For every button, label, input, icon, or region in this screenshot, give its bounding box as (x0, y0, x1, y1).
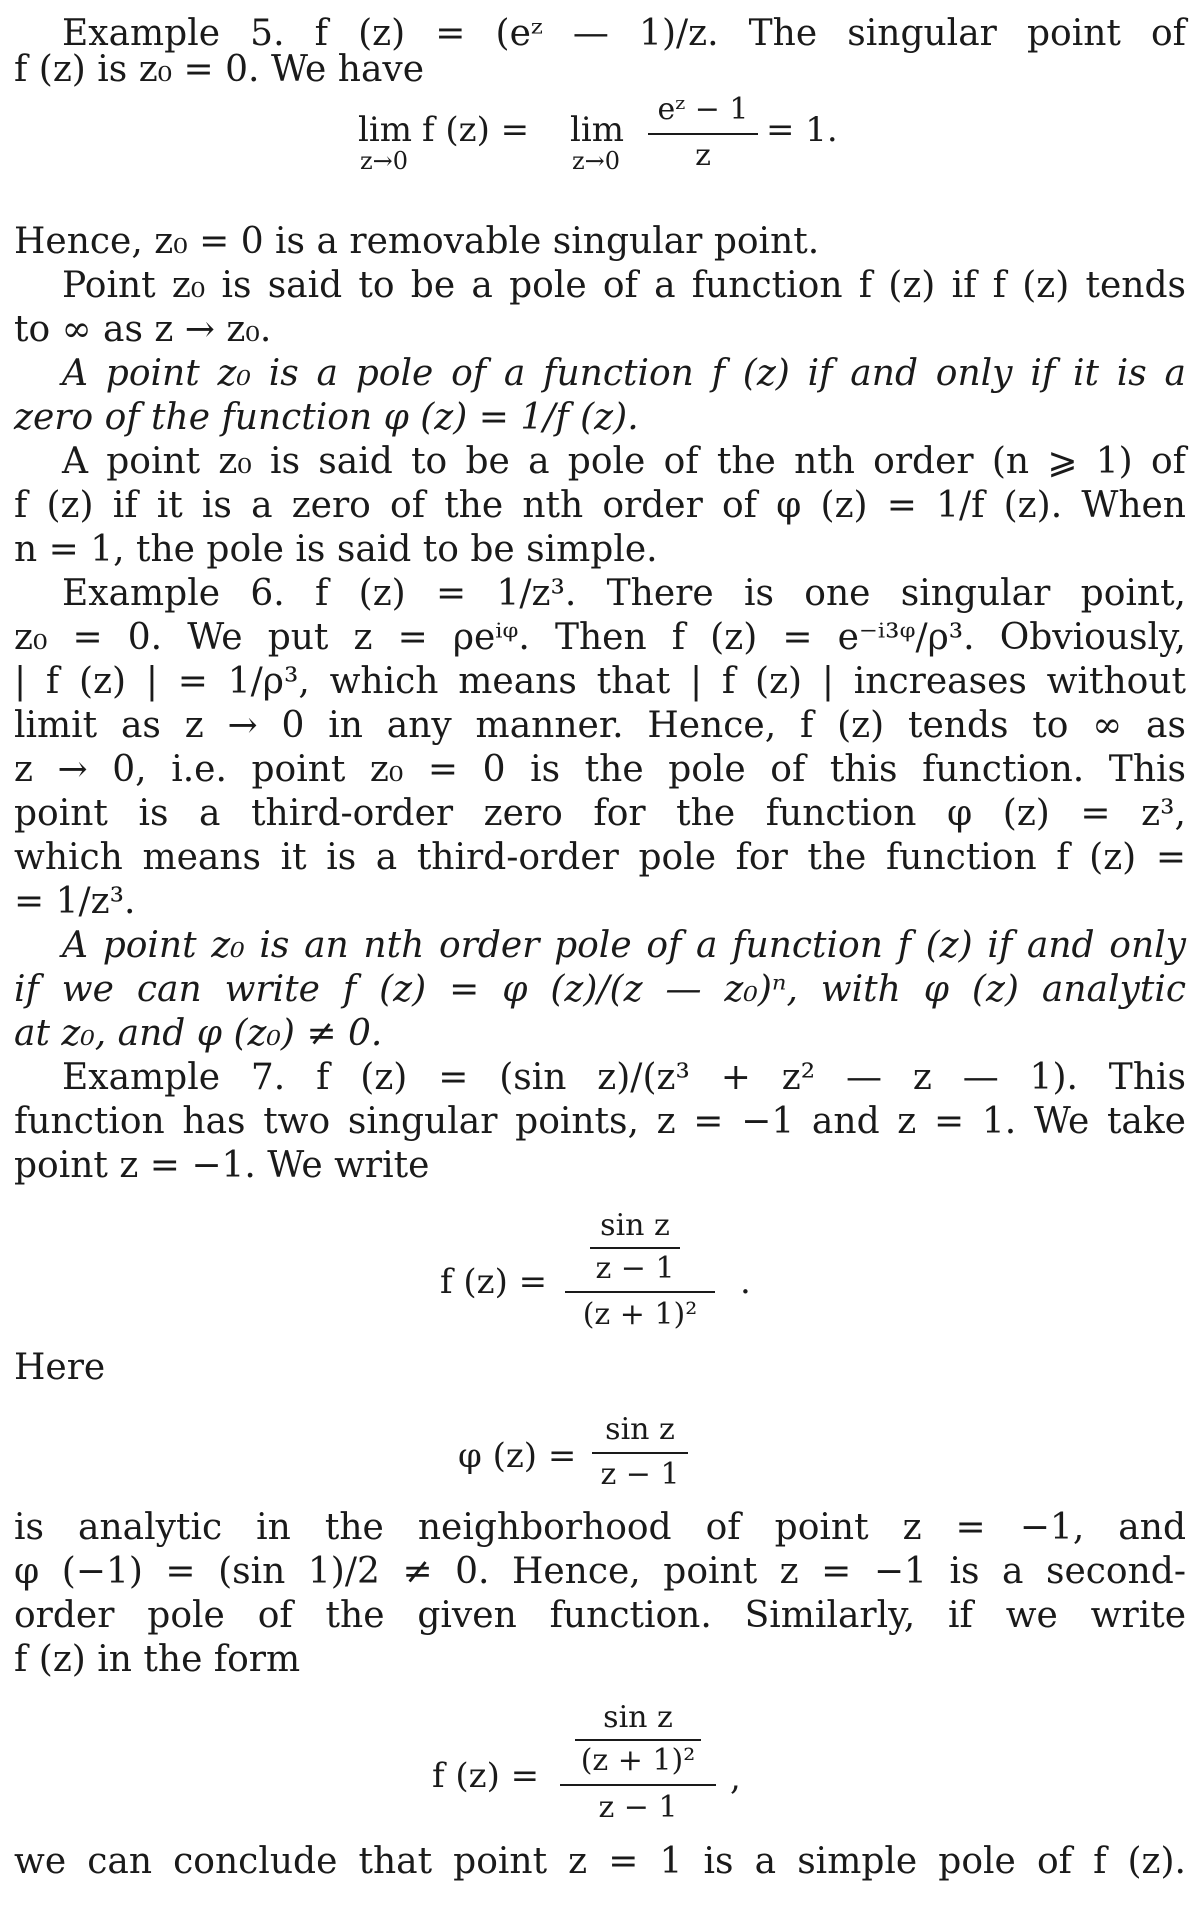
outer-fraction-bar (560, 1784, 716, 1786)
outer-fraction-bar (565, 1291, 715, 1293)
equation-punctuation: , (730, 1758, 741, 1798)
text-line: order pole of the given function. Similarly, if we write (14, 1595, 1186, 1636)
text-line: n = 1, the pole is said to be simple. (14, 529, 658, 570)
theorem-line: zero of the function φ (z) = 1/f (z). (14, 397, 639, 438)
equation-lhs: f (z) = (432, 1756, 540, 1796)
fraction-denominator: z (695, 138, 711, 173)
fraction-denominator: z − 1 (600, 1457, 680, 1492)
text-line: Point z₀ is said to be a pole of a function f (z) if f (z) tends (62, 265, 1186, 306)
text-line: limit as z → 0 in any manner. Hence, f (z) tends to ∞ as (14, 705, 1186, 746)
inner-denominator: z − 1 (595, 1251, 675, 1286)
equation-lhs: φ (z) = (458, 1436, 577, 1476)
text-line: A point z₀ is said to be a pole of the nth order (n ⩾ 1) of (62, 441, 1186, 482)
text-line: point is a third-order zero for the function φ (z) = z³, (14, 793, 1186, 834)
text-line: function has two singular points, z = −1 and z = 1. We take (14, 1101, 1186, 1142)
text-line: point z = −1. We write (14, 1145, 430, 1186)
text-line: = 1/z³. (14, 881, 136, 922)
text-line: z → 0, i.e. point z₀ = 0 is the pole of this function. This (14, 749, 1186, 790)
fraction-numerator: eᶻ − 1 (657, 92, 749, 127)
text-line: Hence, z₀ = 0 is a removable singular point. (14, 221, 820, 262)
text-line: we can conclude that point z = 1 is a simple pole of f (z). (14, 1841, 1186, 1882)
inner-numerator: sin z (600, 1208, 670, 1243)
lim-subscript-2: z→0 (572, 147, 621, 175)
inner-fraction-bar (575, 1739, 701, 1741)
text-line: to ∞ as z → z₀. (14, 309, 272, 350)
outer-denominator: (z + 1)² (582, 1297, 698, 1332)
text-line: φ (−1) = (sin 1)/2 ≠ 0. Hence, point z = −1 is a second- (14, 1551, 1186, 1592)
text-line: f (z) is z₀ = 0. We have (14, 49, 425, 90)
text-line: z₀ = 0. We put z = ρeⁱᵠ. Then f (z) = e⁻ⁱ³ᵠ/ρ³. Obviously, (14, 617, 1186, 658)
outer-denominator: z − 1 (598, 1790, 678, 1825)
fraction-numerator: sin z (605, 1412, 675, 1447)
text-line: f (z) in the form (14, 1639, 301, 1680)
theorem-line: at z₀, and φ (z₀) ≠ 0. (14, 1013, 383, 1054)
fraction-bar (648, 133, 758, 135)
equation-rhs: = 1. (766, 110, 838, 150)
inner-numerator: sin z (603, 1700, 673, 1735)
inner-denominator: (z + 1)² (580, 1743, 696, 1778)
equation-punctuation: . (740, 1262, 751, 1302)
text-line: Example 5. f (z) = (eᶻ — 1)/z. The singular point of (62, 13, 1186, 54)
lhs-function: f (z) = (422, 110, 530, 150)
text-line: f (z) if it is a zero of the nth order of φ (z) = 1/f (z). When (14, 485, 1186, 526)
text-line: Example 6. f (z) = 1/z³. There is one singular point, (62, 573, 1186, 614)
text-line: which means it is a third-order pole for the function f (z) = (14, 837, 1186, 878)
text-line: Here (14, 1347, 106, 1388)
equation-lhs: f (z) = (440, 1262, 548, 1302)
text-line: | f (z) | = 1/ρ³, which means that | f (z) | increases without (14, 661, 1186, 702)
lim-word: lim (358, 110, 412, 150)
lim-subscript: z→0 (360, 147, 409, 175)
fraction-bar (592, 1452, 688, 1454)
theorem-line: A point z₀ is an nth order pole of a function f (z) if and only (62, 925, 1186, 966)
text-line: Example 7. f (z) = (sin z)/(z³ + z² — z — 1). This (62, 1057, 1186, 1098)
text-line: is analytic in the neighborhood of point z = −1, and (14, 1507, 1186, 1548)
theorem-line: A point z₀ is a pole of a function f (z) if and only if it is a (62, 353, 1186, 394)
theorem-line: if we can write f (z) = φ (z)/(z — z₀)ⁿ, with φ (z) analytic (14, 969, 1186, 1010)
inner-fraction-bar (590, 1247, 680, 1249)
lim-word-2: lim (570, 110, 624, 150)
